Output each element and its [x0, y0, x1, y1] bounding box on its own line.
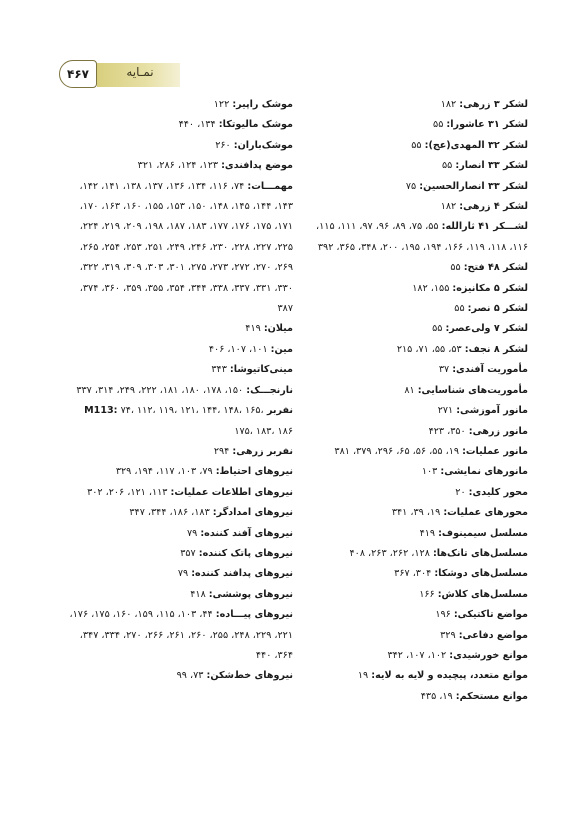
index-pages: ۱۱۳، ۱۲۱، ۲۰۶، ۳۰۲ [87, 486, 171, 498]
index-entry [68, 544, 293, 564]
index-entry [300, 156, 528, 176]
index-pages: ۷۴، ۱۱۶، ۱۳۴، ۱۳۶، ۱۳۷، ۱۳۸، ۱۴۱، ۱۴۲، ۱۴۳، ۱۴۴، ۱۴۵، ۱۴۸، ۱۵۰، ۱۵۳، ۱۵۵، ۱۶۰، ۱۶۳، ۱۷۰، ۱۷۱، ۱۷۵، ۱۷۶، ۱۷۷، ۱۸۳، ۱۸۷، ۱۹۸، ۲۰۹، ۲۱۹، ۲۲۴، ۲۲۵، ۲۲۷، ۲۲۸، ۲۳۰، ۲۴۶، ۲۴۹، ۲۵۱، ۲۵۳، ۲۵۴، ۲۶۵، ۲۶۹، ۲۷۰، ۲۷۲، ۲۷۳، ۲۷۵، ۳۰۱، ۳۰۳، ۳۰۹، ۳۱۹، ۳۲۲، ۳۳۰، ۳۳۱، ۳۳۷، ۳۳۸، ۳۴۴، ۳۵۴، ۳۵۵، ۳۵۹، ۳۶۰، ۳۷۴، ۳۸۷ [79, 180, 293, 315]
index-pages: ۱۰۱، ۱۰۷، ۴۰۶ [208, 343, 271, 355]
index-term: نیروهای احتیاط: [215, 466, 293, 478]
index-pages: ۲۹۴ [213, 445, 233, 457]
index-entry [68, 666, 293, 686]
index-entry [68, 442, 293, 462]
index-entry [300, 381, 528, 401]
index-term: مین: [270, 343, 293, 355]
index-term: نفربر M113: [84, 405, 293, 417]
page-header [55, 60, 180, 90]
index-pages: ۱۵۵، ۱۸۲ [412, 282, 453, 294]
index-pages: ۱۲۸، ۲۶۲، ۲۶۳، ۴۰۸ [349, 547, 433, 559]
index-pages: ۱۹ [357, 670, 372, 682]
index-entry [300, 177, 528, 197]
index-pages: ۷۴، ۱۱۲، ۱۱۹، ۱۲۱، ۱۴۴، ۱۴۸، ۱۶۵، ۱۷۵، ۱۸۳، ۱۸۶ [117, 405, 293, 437]
index-pages: ۱۶۶ [419, 588, 438, 600]
index-pages: ۷۹، ۱۰۳، ۱۱۷، ۱۹۴، ۳۲۹ [115, 466, 216, 478]
index-pages: ۳۵۷ [180, 547, 199, 559]
index-entry [68, 503, 293, 523]
index-term: لشکر ۵ نصر: [467, 303, 528, 315]
index-term: نیروهای خط‌شکن: [206, 670, 293, 682]
index-entry [68, 524, 293, 544]
index-pages: ۱۳۴، ۴۴۰ [178, 119, 219, 131]
index-term: موشک‌باران: [233, 139, 293, 151]
index-entry [300, 299, 528, 319]
index-entry [68, 564, 293, 584]
index-entry [300, 626, 528, 646]
index-entry [300, 687, 528, 707]
index-term: مأموریت‌های شناسایی: [417, 384, 528, 396]
index-entry [68, 177, 293, 320]
index-entry [300, 340, 528, 360]
index-term: نیروهای امدادگر: [212, 507, 293, 519]
index-entry [300, 462, 528, 482]
index-term: لشکر ۳۲ المهدی(عج): [424, 139, 528, 151]
index-term: مینی‌کاتیوشا: [229, 364, 293, 376]
index-entry [300, 442, 528, 462]
index-pages: ۳۲۹ [440, 629, 459, 641]
index-entry [68, 401, 293, 442]
index-pages: ۳۰۴، ۳۶۷ [394, 568, 435, 580]
index-term: مسلسل سیمینوف: [438, 527, 528, 539]
index-entry [300, 503, 528, 523]
index-term: لشکر ۳ زرهی: [459, 99, 528, 110]
index-entry [300, 197, 528, 217]
index-term: مانورهای نمایشی: [440, 466, 528, 478]
index-entry [300, 646, 528, 666]
page-number: ۴۶۷ [67, 67, 89, 81]
index-pages: ۷۹ [186, 527, 201, 539]
index-pages: ۱۸۲ [440, 201, 460, 213]
index-term: موضع پدافندی: [221, 160, 293, 172]
index-entry [68, 115, 293, 135]
index-pages: ۷۵ [405, 180, 420, 192]
index-entry [68, 360, 293, 380]
index-pages: ۴۱۹ [419, 527, 439, 539]
index-pages: ۵۵ [450, 262, 464, 274]
index-term: لشـــکر ۴۱ ثارالله: [441, 221, 528, 233]
index-entry [68, 340, 293, 360]
index-pages: ۵۵ [441, 160, 456, 172]
index-term: لشکر ۸ نجف: [464, 343, 528, 355]
index-term: مواضع تاکتیکی: [453, 609, 528, 621]
index-pages: ۵۵ [454, 303, 468, 315]
index-entry [68, 381, 293, 401]
index-pages: ۱۸۲ [440, 99, 460, 110]
index-term: لشکر ۳۳ انصار: [455, 160, 528, 172]
index-entry [300, 258, 528, 278]
index-pages: ۸۱ [404, 384, 418, 396]
index-term: مأموریت آفندی: [452, 364, 528, 376]
index-term: مواضع دفاعی: [458, 629, 528, 641]
index-entry [68, 483, 293, 503]
index-entry [300, 605, 528, 625]
index-pages: ۱۲۳، ۱۲۴، ۲۸۶، ۳۲۱ [137, 160, 222, 172]
index-term: مسلسل‌های تانک‌ها: [432, 547, 528, 559]
index-pages: ۵۵ [432, 323, 446, 335]
index-term: نیروهای پاتک کننده: [198, 547, 293, 559]
index-pages: ۵۵ [411, 139, 425, 151]
index-entry [300, 544, 528, 564]
index-term: مسلسل‌های دوشکا: [434, 568, 528, 580]
index-pages: ۳۵۰، ۴۲۳ [428, 425, 469, 437]
index-pages: ۳۴۳ [211, 364, 230, 376]
index-term: لشکر ۳۱ عاشورا: [446, 119, 528, 131]
index-term: نیروهای پوششی: [208, 588, 293, 600]
index-pages: ۱۰۲، ۱۰۷، ۳۴۲ [387, 649, 450, 661]
index-entry [68, 605, 293, 666]
index-pages: ۷۳، ۹۹ [176, 670, 207, 682]
index-term: مانور زرهی: [468, 425, 528, 437]
index-entry [300, 136, 528, 156]
index-entry [68, 462, 293, 482]
index-term: موشک مالیوتکا: [218, 119, 293, 131]
index-pages: ۴۱۸ [190, 588, 209, 600]
index-column-left [68, 95, 293, 687]
index-term: لشکر ۴۸ فتح: [463, 262, 528, 274]
index-term: محور کلیدی: [468, 486, 528, 498]
index-entry [68, 585, 293, 605]
index-term: میلان: [263, 323, 293, 335]
index-term: موانع مستحکم: [455, 690, 528, 702]
index-pages: ۱۸۳، ۱۸۶، ۳۴۴، ۳۴۷ [129, 507, 213, 519]
index-entry [300, 422, 528, 442]
index-entry [300, 483, 528, 503]
index-entry [68, 136, 293, 156]
index-term: نیروهای اطلاعات عملیات: [170, 486, 293, 498]
index-pages: ۱۰۳ [421, 466, 441, 478]
index-pages: ۷۹ [177, 568, 192, 580]
index-pages: ۱۵۰، ۱۷۸، ۱۸۰، ۱۸۱، ۲۲۲، ۲۴۹، ۳۱۴، ۳۳۷ [76, 384, 247, 396]
index-term: لشکر ۴ زرهی: [459, 201, 528, 213]
index-entry [300, 95, 528, 115]
index-entry [68, 319, 293, 339]
page-number-badge [59, 60, 97, 88]
index-entry [300, 585, 528, 605]
index-pages: ۱۹، ۳۹، ۳۴۱ [391, 507, 444, 519]
index-term: لشکر ۷ ولی‌عصر: [445, 323, 528, 335]
index-entry [300, 217, 528, 258]
index-term: نیروهای پیـــاده: [215, 609, 293, 621]
index-entry [300, 564, 528, 584]
index-term: نارنجـــک: [246, 384, 293, 396]
index-pages: ۱۹، ۵۵، ۵۶، ۶۵، ۲۹۶، ۳۷۹، ۳۸۱ [334, 445, 463, 457]
index-pages: ۱۹۶ [435, 609, 454, 621]
index-term: لشکر ۳۳ انصارالحسین: [419, 180, 528, 192]
index-term: نیروهای آفند کننده: [200, 527, 293, 539]
index-pages: ۵۳، ۵۵، ۷۱، ۲۱۵ [396, 343, 465, 355]
index-term: مانور عملیات: [462, 445, 528, 457]
index-pages: ۵۵ [433, 119, 447, 131]
index-pages: ۲۰ [455, 486, 469, 498]
index-entry [68, 156, 293, 176]
index-pages: ۳۷ [438, 364, 453, 376]
index-entry [300, 319, 528, 339]
index-entry [300, 524, 528, 544]
index-pages: ۱۲۲ [213, 99, 233, 110]
index-term: محورهای عملیات: [443, 507, 528, 519]
index-pages: ۵۵، ۷۵، ۸۹، ۹۶، ۹۷، ۱۱۱، ۱۱۵، ۱۱۶، ۱۱۸، ۱۱۹، ۱۶۶، ۱۹۴، ۱۹۵، ۲۰۰، ۳۴۸، ۳۶۵، ۳۹۲ [316, 221, 528, 253]
index-term: لشکر ۵ مکانیزه: [452, 282, 528, 294]
index-entry [300, 115, 528, 135]
index-term: مانور آموزشی: [456, 405, 528, 417]
index-term: موانع متعدد، پیچیده و لایه به لایه: [371, 670, 528, 682]
index-term: موشک راپیر: [232, 99, 293, 110]
index-entry [300, 360, 528, 380]
index-column-right [300, 95, 528, 707]
index-entry [68, 95, 293, 115]
index-term: نفربر زرهی: [232, 445, 293, 457]
index-term: نیروهای پدافند کننده: [191, 568, 293, 580]
index-term: مهمـــات: [247, 180, 293, 192]
index-entry [300, 401, 528, 421]
index-entry [300, 666, 528, 686]
index-pages: ۴۱۹ [245, 323, 264, 335]
header-label: نمـایه [126, 65, 154, 79]
index-term: موانع خورشیدی: [449, 649, 528, 661]
index-pages: ۲۶۰ [215, 139, 234, 151]
index-pages: ۱۹، ۴۳۵ [420, 690, 456, 702]
index-pages: ۴۴، ۱۰۳، ۱۱۵، ۱۵۹، ۱۶۰، ۱۷۵، ۱۷۶، ۲۲۱، ۲۲۹، ۲۴۸، ۲۵۵، ۲۶۰، ۲۶۱، ۲۶۶، ۲۷۰، ۳۳۴، ۳۴۷، ۳۶۴، ۴۴۰ [69, 609, 293, 661]
index-term: مسلسل‌های کلاش: [437, 588, 528, 600]
index-pages: ۲۷۱ [437, 405, 457, 417]
index-entry [300, 279, 528, 299]
